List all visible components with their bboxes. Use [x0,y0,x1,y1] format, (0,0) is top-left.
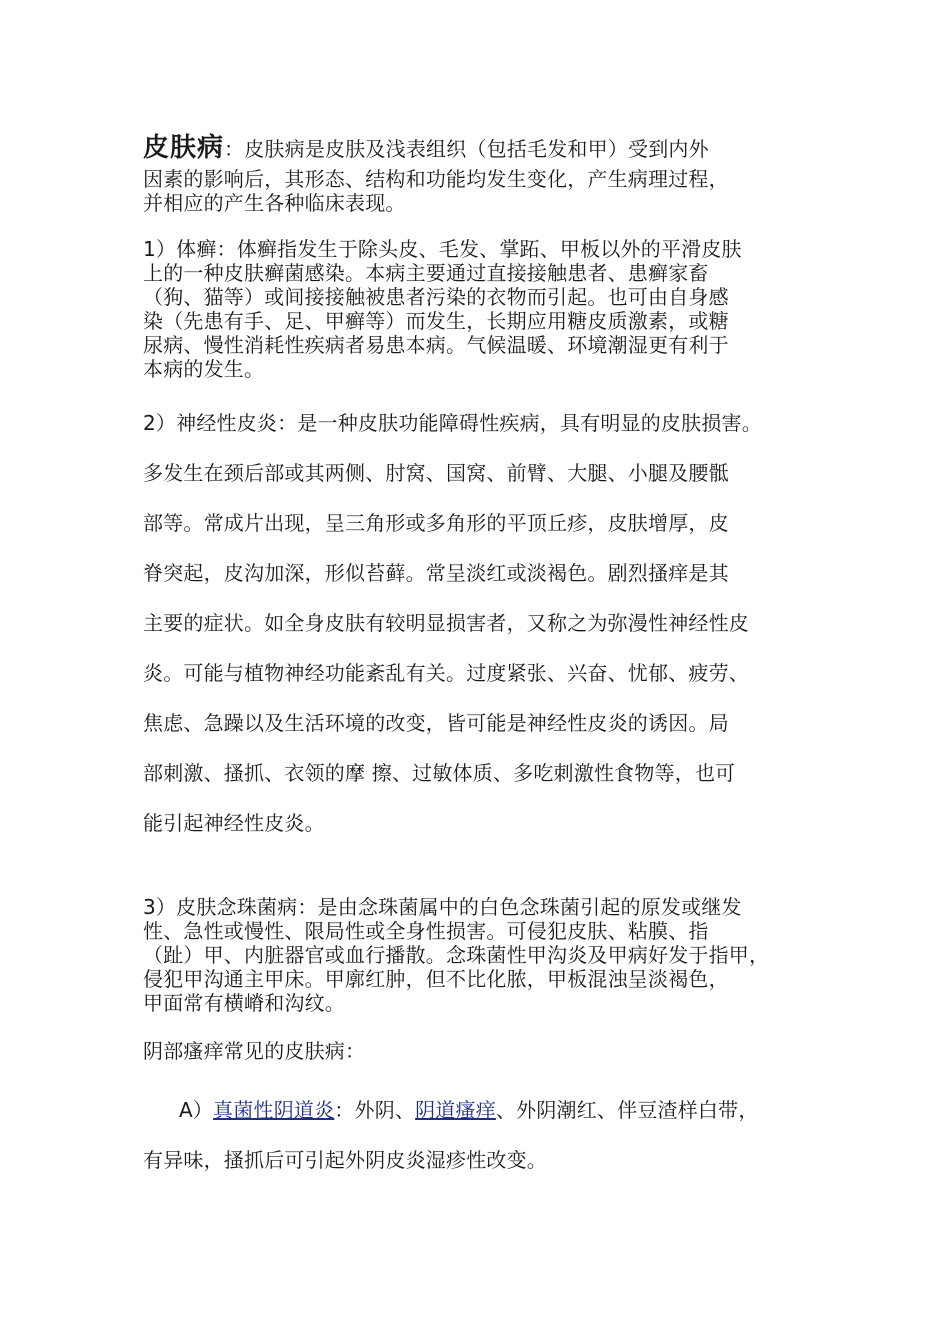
intro-term: 皮肤病 [143,133,225,163]
section2-line: 炎。可能与植物神经功能紊乱有关。过度紧张、兴奋、忧郁、疲劳、 [143,661,749,685]
intro-line-2: 因素的影响后，其形态、结构和功能均发生变化，产生病理过程， [143,167,729,191]
section2-line: 主要的症状。如全身皮肤有较明显损害者，又称之为弥漫性神经性皮 [143,611,749,635]
section4-line-1 [143,1085,813,1135]
section2-line: 部等。常成片出现，呈三角形或多角形的平顶丘疹，皮肤增厚，皮 [143,511,729,535]
section3-line: 甲面常有横嵴和沟纹。 [143,991,345,1015]
document-page [143,130,813,1185]
section3-line: 侵犯甲沟通主甲床。甲廓红肿，但不比化脓，甲板混浊呈淡褐色， [143,967,729,991]
section1-line: （狗、猫等）或间接接触被患者污染的衣物而引起。也可由自身感 [143,285,729,309]
section-tinea-corporis [143,237,813,381]
vaginal-itch-link[interactable]: 阴道瘙痒 [415,1098,496,1122]
intro-first-line [143,130,813,167]
section2-line: 部刺激、搔抓、衣领的摩 擦、过敏体质、多吃刺激性食物等，也可 [143,761,736,785]
section2-line: 焦虑、急躁以及生活环境的改变，皆可能是神经性皮炎的诱因。局 [143,711,729,735]
section4-mid: ：外阴、 [334,1098,416,1122]
section-neurodermatitis [143,398,813,848]
section2-line: 脊突起，皮沟加深，形似苔藓。常呈淡红或淡褐色。剧烈搔痒是其 [143,561,729,585]
section-candidiasis [143,895,813,1015]
intro-line-1: 皮肤病是皮肤及浅表组织（包括毛发和甲）受到内外 [244,137,709,161]
section1-line: 染（先患有手、足、甲癣等）而发生，长期应用糖皮质激素，或糖 [143,309,729,333]
intro-line-3: 并相应的产生各种临床表现。 [143,191,406,215]
section4-prefix: A） [179,1098,214,1122]
section4-line-2: 有异味，搔抓后可引起外阴皮炎湿疹性改变。 [143,1148,547,1172]
section1-line: 1）体癣：体癣指发生于除头皮、毛发、掌跖、甲板以外的平滑皮肤 [143,237,742,261]
section1-line: 尿病、慢性消耗性疾病者易患本病。气候温暖、环境潮湿更有利于 [143,333,729,357]
section3-line: 3）皮肤念珠菌病：是由念珠菌属中的白色念珠菌引起的原发或继发 [143,895,742,919]
section4-rest: 、外阴潮红、伴豆渣样白带， [495,1098,759,1122]
section1-line: 上的一种皮肤癣菌感染。本病主要通过直接接触患者、患癣家畜 [143,261,709,285]
section2-line: 2）神经性皮炎：是一种皮肤功能障碍性疾病，具有明显的皮肤损害。 [143,411,762,435]
section3-line: （趾）甲、内脏器官或血行播散。念珠菌性甲沟炎及甲病好发于指甲， [143,943,770,967]
section1-line: 本病的发生。 [143,357,265,381]
fungal-vaginitis-link[interactable]: 真菌性阴道炎 [213,1098,335,1122]
section2-line: 多发生在颈后部或其两侧、肘窝、国窝、前臂、大腿、小腿及腰骶 [143,461,729,485]
intro-paragraph [143,130,813,215]
section2-line: 能引起神经性皮炎。 [143,811,325,835]
intro-separator: ： [224,137,245,161]
section-fungal-vaginitis [143,1085,813,1185]
section3-line: 性、急性或慢性、限局性或全身性损害。可侵犯皮肤、粘膜、指 [143,919,709,943]
genital-itch-heading: 阴部瘙痒常见的皮肤病： [143,1039,366,1063]
